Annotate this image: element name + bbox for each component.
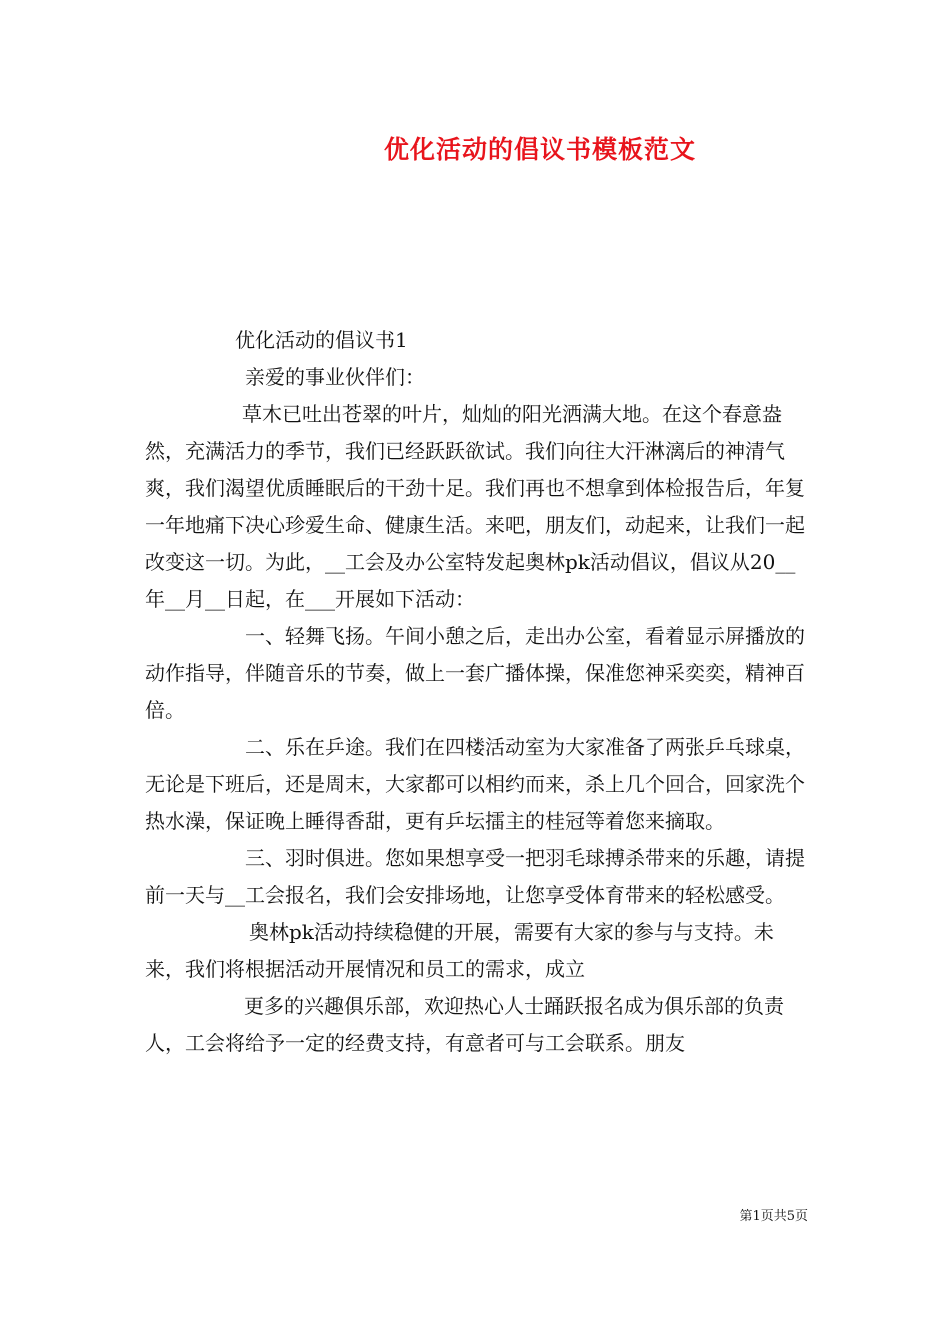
page-number-footer: 第1页共5页 bbox=[739, 1209, 808, 1224]
section-heading: 优化活动的倡议书1 bbox=[235, 328, 408, 352]
paragraph-item-2: 二、乐在乒途。我们在四楼活动室为大家准备了两张乒乓球桌，无论是下班后，还是周末，大家都可以相约而来，杀上几个回合，回家洗个热水澡，保证晚上睡得香甜，更有乒坛擂主的桂冠等着您来摘取。 bbox=[145, 735, 805, 833]
paragraph-item-1: 一、轻舞飞扬。午间小憩之后，走出办公室，看着显示屏播放的动作指导，伴随音乐的节奏，做上一套广播体操，保准您神采奕奕，精神百倍。 bbox=[145, 624, 805, 722]
paragraph-clubs: 更多的兴趣俱乐部，欢迎热心人士踊跃报名成为俱乐部的负责人，工会将给予一定的经费支持，有意者可与工会联系。朋友 bbox=[145, 994, 784, 1055]
document-title: 优化活动的倡议书模板范文 bbox=[383, 135, 696, 164]
greeting: 亲爱的事业伙伴们： bbox=[245, 365, 425, 389]
paragraph-intro: 草木已吐出苍翠的叶片，灿灿的阳光洒满大地。在这个春意盎然，充满活力的季节，我们已经跃跃欲试。我们向往大汗淋漓后的神清气爽，我们渴望优质睡眠后的干劲十足。我们再也不想拿到体检报告后，年复一年地痛下决心珍爱生命、健康生活。来吧，朋友们，动起来，让我们一起改变这一切。为此，__工会及办公室特发起奥林pk活动倡议，倡议从20__年__月__日起，在___开展如下活动： bbox=[145, 402, 805, 611]
paragraph-closing: 奥林pk活动持续稳健的开展，需要有大家的参与与支持。未来，我们将根据活动开展情况和员工的需求，成立 bbox=[145, 920, 774, 981]
paragraph-item-3: 三、羽时俱进。您如果想享受一把羽毛球搏杀带来的乐趣，请提前一天与__工会报名，我们会安排场地，让您享受体育带来的轻松感受。 bbox=[145, 846, 805, 907]
document-body bbox=[145, 322, 813, 1062]
